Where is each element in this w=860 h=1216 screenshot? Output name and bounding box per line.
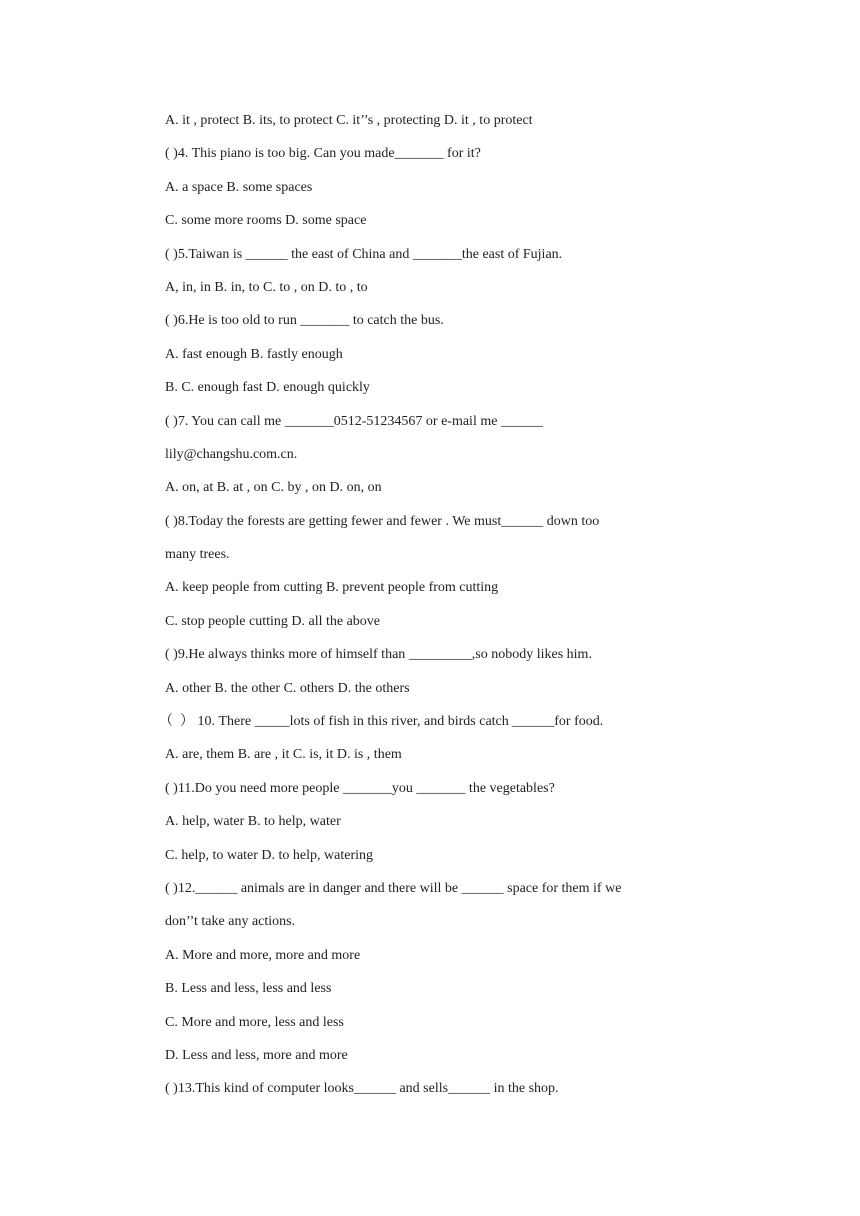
question-4: ( )4. This piano is too big. Can you made_______ for it?: [165, 146, 481, 162]
question-7: ( )7. You can call me _______0512-51234567 or e-mail me ______: [165, 413, 543, 429]
text-line: C. More and more, less and less: [165, 1014, 344, 1030]
question-9: ( )9.He always thinks more of himself than _________,so nobody likes him.: [165, 647, 592, 663]
text-line: A, in, in B. in, to C. to , on D. to , to: [165, 279, 368, 295]
question-13: ( )13.This kind of computer looks______ and sells______ in the shop.: [165, 1081, 559, 1097]
text-line: A. keep people from cutting B. prevent people from cutting: [165, 580, 499, 596]
question-10: （ ） 10. There _____lots of fish in this river, and birds catch ______for food.: [159, 714, 604, 730]
question-5: ( )5.Taiwan is ______ the east of China and _______the east of Fujian.: [165, 246, 563, 262]
question-11: ( )11.Do you need more people _______you _______ the vegetables?: [165, 780, 555, 796]
text-line: A. More and more, more and more: [165, 947, 361, 963]
text-line: A. fast enough B. fastly enough: [165, 346, 343, 362]
text-line: B. C. enough fast D. enough quickly: [165, 380, 370, 396]
text-line: many trees.: [165, 547, 230, 563]
text-line: lily@changshu.com.cn.: [165, 446, 298, 462]
text-line: C. help, to water D. to help, watering: [165, 847, 374, 863]
text-line: A. are, them B. are , it C. is, it D. is , them: [165, 747, 402, 763]
text-line: B. Less and less, less and less: [165, 981, 332, 997]
question-12: ( )12.______ animals are in danger and there will be ______ space for them if we: [165, 880, 622, 896]
document-body: [159, 104, 695, 1106]
text-line: don’’t take any actions.: [165, 914, 296, 930]
text-line: A. on, at B. at , on C. by , on D. on, on: [165, 480, 382, 496]
text-line: A. other B. the other C. others D. the others: [165, 680, 410, 696]
question-8: ( )8.Today the forests are getting fewer and fewer . We must______ down too: [165, 513, 600, 529]
question-6: ( )6.He is too old to run _______ to catch the bus.: [165, 313, 444, 329]
text-line: C. stop people cutting D. all the above: [165, 613, 381, 629]
text-line: A. a space B. some spaces: [165, 179, 313, 195]
text-line: C. some more rooms D. some space: [165, 213, 367, 229]
text-line: A. help, water B. to help, water: [165, 814, 341, 830]
text-line: A. it , protect B. its, to protect C. it’’s , protecting D. it , to protect: [165, 113, 533, 128]
text-line: D. Less and less, more and more: [165, 1047, 348, 1063]
